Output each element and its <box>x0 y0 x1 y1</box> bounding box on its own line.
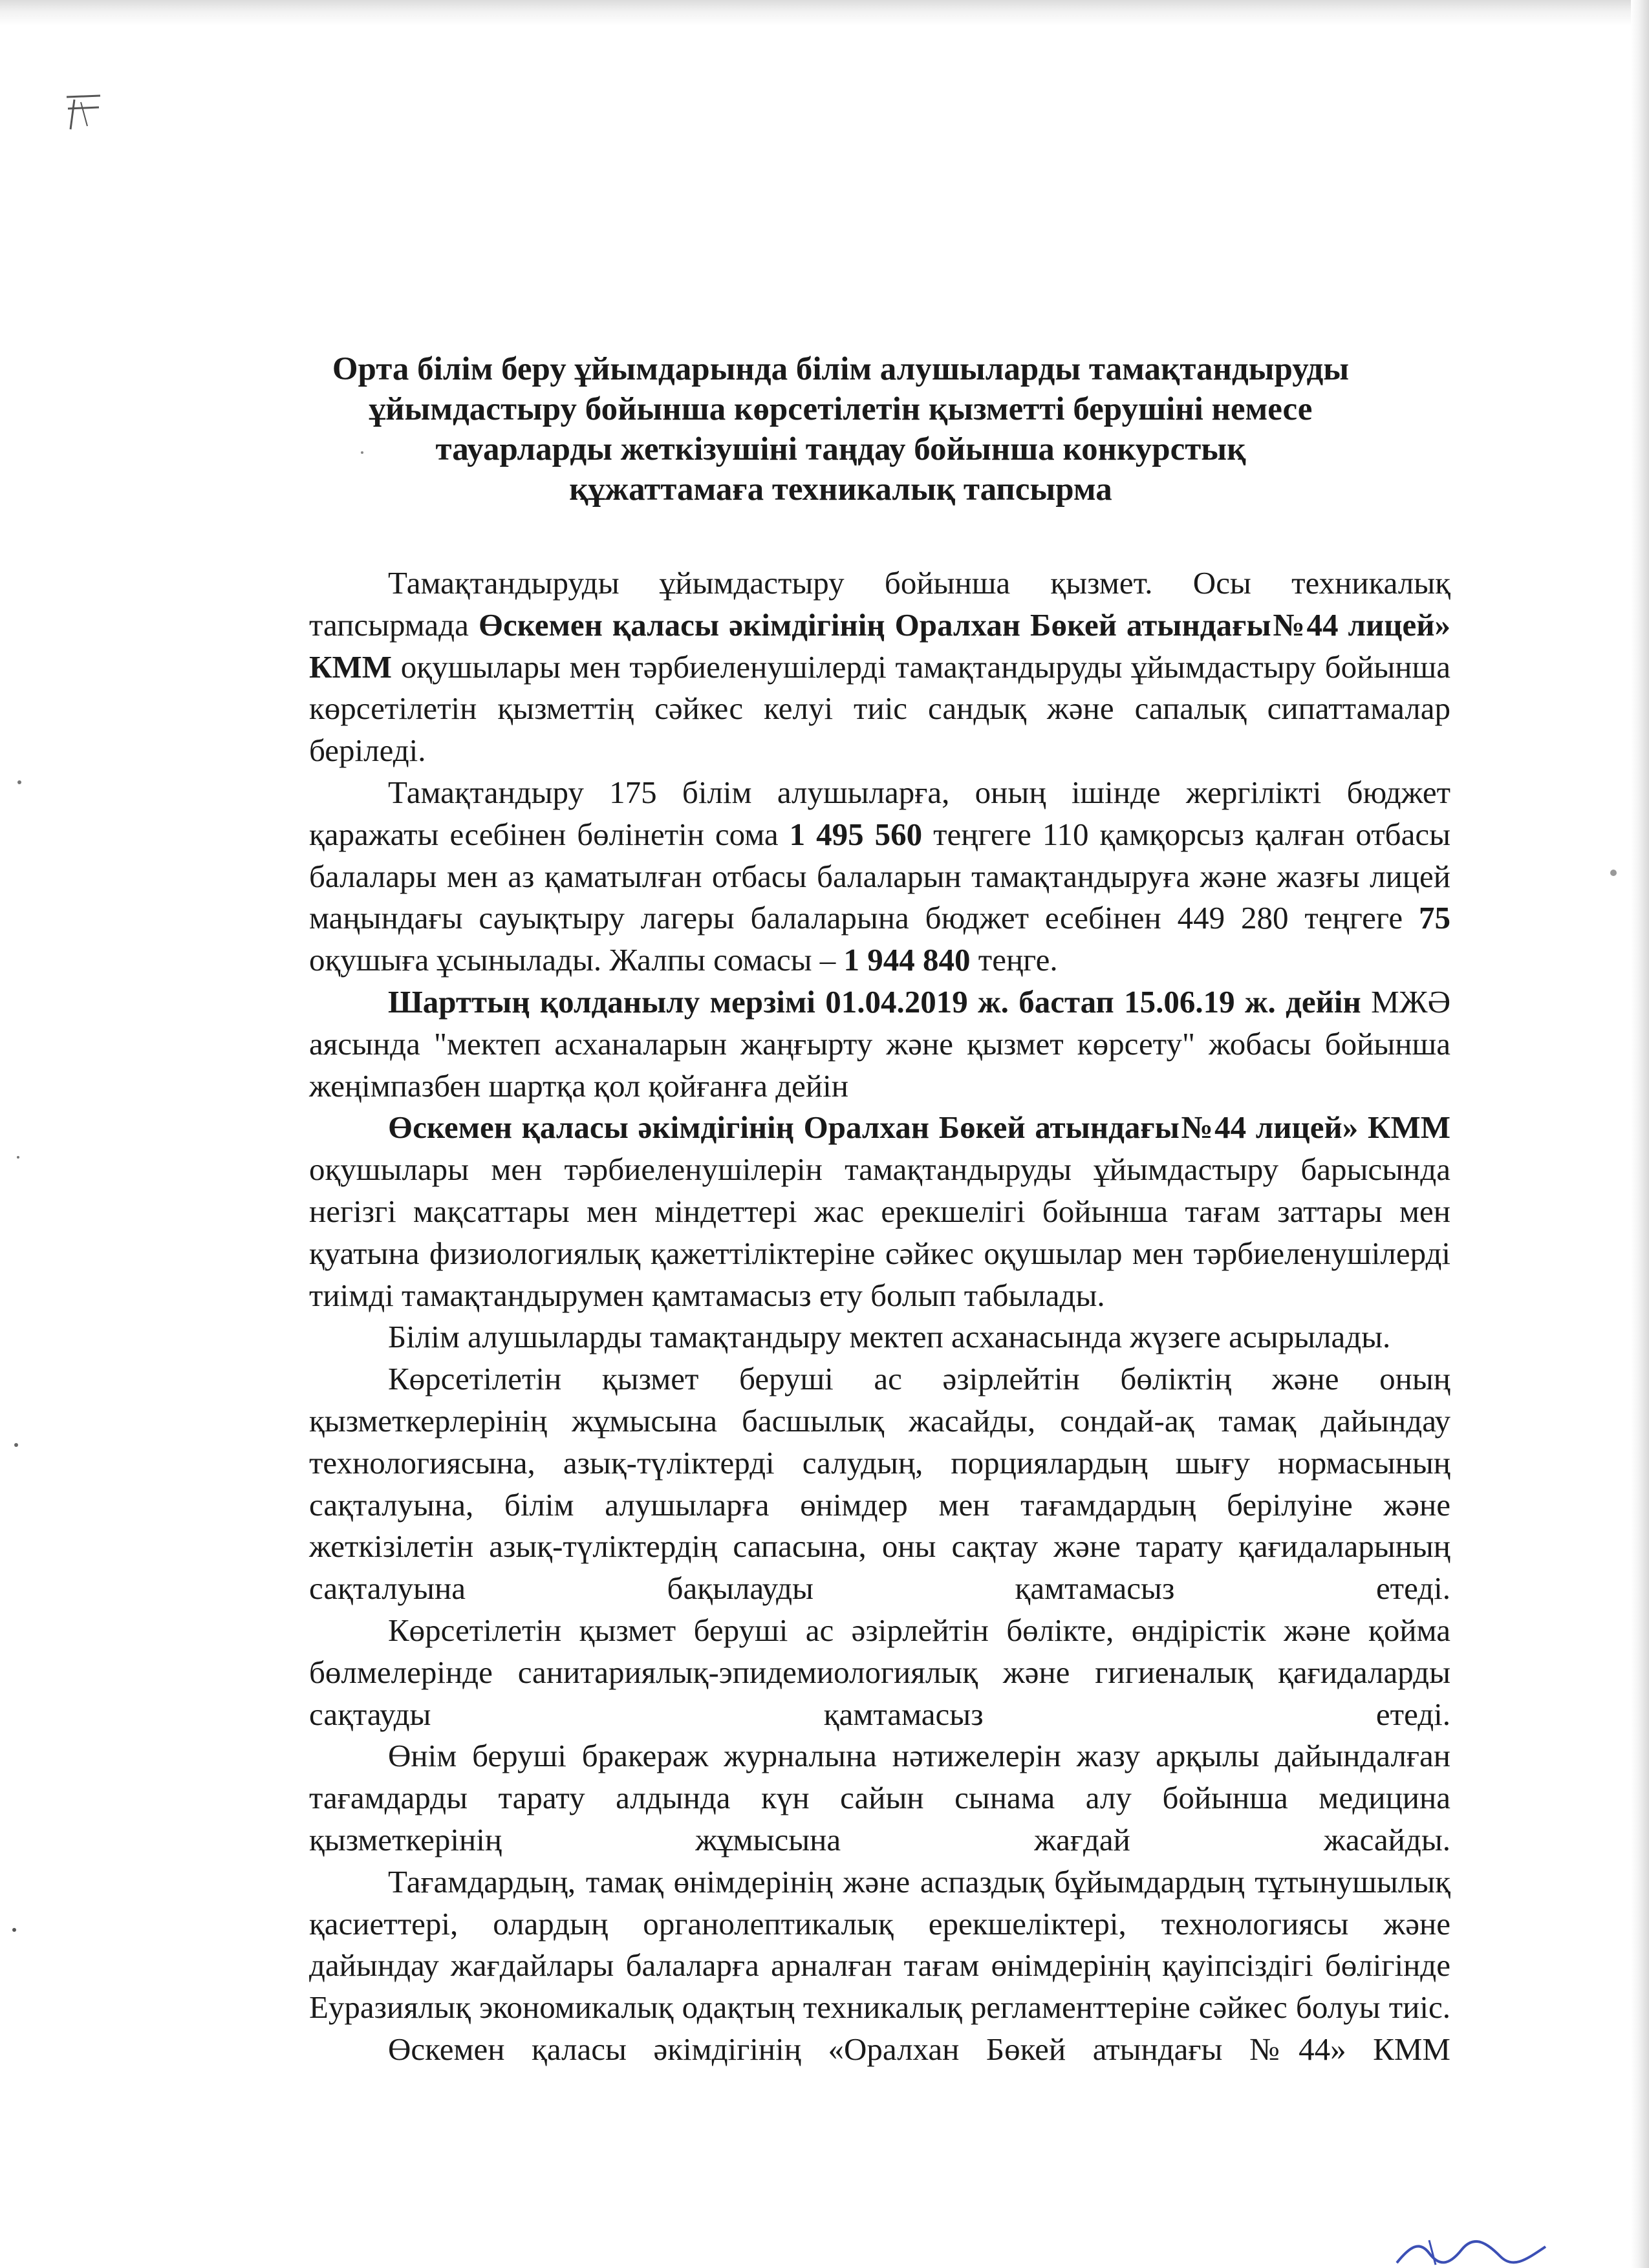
paragraph-provider-duties: Көрсетілетін қызмет беруші ас әзірлейтін бөліктің және оның қызметкерлерінің жұмысына басшылық жасайды, сондай-ақ тамақ дайындау технологиясына, азық-түліктерді салудың, порциялардың шығу нормасының сақталуына, білім алушыларға өнімдер мен тағамдардың берілуіне және жеткізілетін азық-түліктердің сапасына, оны сақтау және тарату қағидаларының сақталуына бақылауды қамтамасыз етеді. <box>309 1361 1450 1607</box>
title-line: құжаттамаға техникалық тапсырма <box>569 471 1112 508</box>
title-line: тауарларды жеткізушіні таңдау бойынша конкурстық <box>435 431 1246 467</box>
paragraph-funding: Тамақтандыру 175 білім алушыларға, оның ішінде жергілікті бюджет қаражаты есебінен бөлінетін сома 1 495 560 теңгеге 110 қамқорсыз қалған отбасы балалары мен аз қаматылған отбасы балаларын тамақтандыруға және жазғы лицей маңындағы сауықтыру лагеры балаларына бюджет есебінен 449 280 теңгеге 75 оқушыға ұсынылады. Жалпы сомасы – 1 944 840 теңге. <box>309 774 1451 978</box>
paragraph-goals: Өскемен қаласы әкімдігінің Оралхан Бөкей атындағы№44 лицей» КММ оқушылары мен тәрбиеленушілерін тамақтандыруды ұйымдастыру барысында негізгі мақсаттары мен міндеттері жас ерекшелігі бойынша тағам заттары мен қуатына физиологиялық қажеттіліктеріне сәйкес оқушылар мен тәрбиеленушілерді тиімді тамақтандырумен қамтамасыз ету болып табылады. <box>309 1109 1450 1313</box>
contract-term: Шарттың қолданылу мерзімі 01.04.2019 ж. бастап 15.06.19 ж. дейін <box>388 983 1361 1020</box>
student-count: 75 <box>1419 900 1450 936</box>
paragraph-service-scope: Тамақтандыруды ұйымдастыру бойынша қызмет. Осы техникалық тапсырмада Өскемен қаласы әкімдігінің Оралхан Бөкей атындағы№44 лицей» КММ оқушылары мен тәрбиеленушілерді тамақтандыруды ұйымдастыру бойынша көрсетілетін қызметтің сәйкес келуі тиіс сандық және сапалық сипаттамалар беріледі. <box>309 565 1450 769</box>
school-name: Өскемен қаласы әкімдігінің Оралхан Бөкей атындағы№44 лицей» КММ <box>388 1109 1450 1146</box>
paragraph-regulations: Тағамдардың, тамақ өнімдерінің және аспаздық бұйымдардың тұтынушылық қасиеттері, олардың органолептикалық ерекшеліктері, технологиясы және дайындау жағдайлары балаларға арналған тағам өнімдерінің қауіпсіздігі бөлігінде Еуразиялық экономикалық одақтың техникалық регламенттеріне сәйкес болуы тиіс. <box>309 1863 1450 2026</box>
document-body <box>309 562 1450 2071</box>
total-amount: 1 944 840 <box>843 942 971 978</box>
school-name: Өскемен қаласы әкімдігінің Оралхан Бөкей атындағы№44 лицей» КММ <box>309 606 1450 685</box>
paragraph-sampling: Өнім беруші бракераж журналына нәтижелерін жазу арқылы дайындалған тағамдарды тарату алдында күн сайын сынама алу бойынша медицина қызметкерінің жұмысына жағдай жасайды. <box>309 1738 1450 1857</box>
paragraph-contract-term: Шарттың қолданылу мерзімі 01.04.2019 ж. бастап 15.06.19 ж. дейін МЖӘ аясында "мектеп асханаларын жаңғырту және қызмет көрсету" жобасы бойынша жеңімпазбен шартқа қол қойғанға дейін <box>309 983 1450 1104</box>
signature-mark <box>1390 2234 1558 2268</box>
paragraph-canteen: Білім алушыларды тамақтандыру мектеп асханасында жүзеге асырылады. <box>388 1319 1391 1355</box>
title-line: Орта білім беру ұйымдарында білім алушыларды тамақтандыруды <box>332 351 1350 387</box>
local-budget-amount: 1 495 560 <box>789 816 923 852</box>
title-line: ұйымдастыру бойынша көрсетілетін қызметті берушіні немесе <box>369 391 1313 427</box>
document-title <box>278 349 1403 509</box>
paragraph-school-closing: Өскемен қаласы әкімдігінің «Оралхан Бөкей атындағы №44» КММ <box>388 2031 1450 2067</box>
paragraph-sanitary: Көрсетілетін қызмет беруші ас әзірлейтін бөлікте, өндірістік және қойма бөлмелерінде санитариялық-эпидемиологиялық және гигиеналық қағидаларды сақтауды қамтамасыз етеді. <box>309 1612 1450 1732</box>
